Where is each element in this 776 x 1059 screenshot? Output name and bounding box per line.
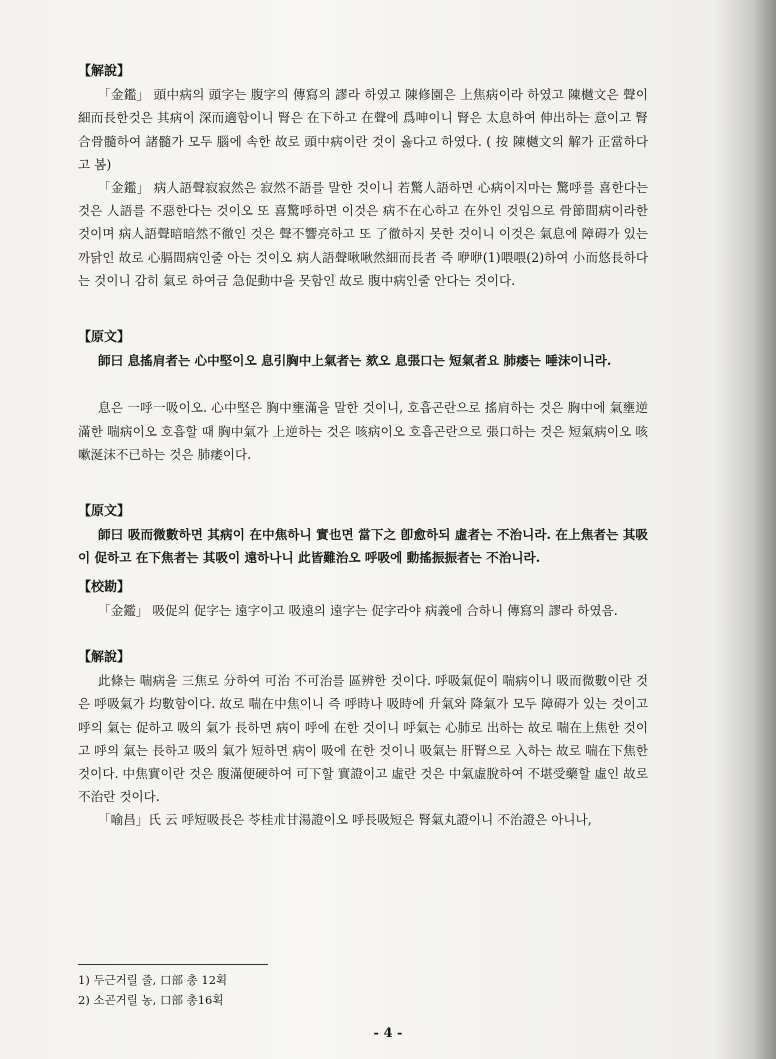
page-content <box>78 60 648 832</box>
section-heading-commentary: 【解說】 <box>78 650 131 666</box>
commentary-paragraph: 「喻昌」氏 云 呼短吸長은 苓桂朮甘湯證이오 呼長吸短은 腎氣丸證이니 不治證은 아니나, <box>98 812 592 828</box>
footnotes <box>78 970 227 1010</box>
section-heading-original-text: 【原文】 <box>78 330 131 346</box>
original-text: 師曰 吸而微數하면 其病이 在中焦하니 實也면 當下之 卽愈하되 虛者는 不治니라. 在上焦者는 其吸이 促하고 在下焦者는 其吸이 遠하나니 此皆難治오 呼吸에 動搖振振者는 不治니라. <box>78 527 648 566</box>
original-text: 師曰 息搖肩者는 心中堅이오 息引胸中上氣者는 欬오 息張口는 短氣者요 肺痿는 唾沫이니라. <box>98 353 612 369</box>
explanation-paragraph: 息은 一呼一吸이오. 心中堅은 胸中壅滿을 말한 것이니, 호흡곤란으로 搖肩하는 것은 胸中에 氣壅逆滿한 喘病이오 호흡할 때 胸中氣가 上逆하는 것은 咳病이오 호흡곤란으로 張口하는 것은 短氣病이오 咳嗽涎沫不已하는 것은 肺痿이다. <box>78 400 648 462</box>
commentary-paragraph: 「金鑑」 病人語聲寂寂然은 寂然不語를 말한 것이니 若驚人語하면 心病이지마는 驚呼를 喜한다는 것은 人語를 不惡한다는 것이오 또 喜驚呼하면 이것은 病不在心하고 在外인 것임으로 骨節間病이라한 것이며 病人語聲暗暗然不徹인 것은 聲不響亮하고 또 了徹하지 못한 것이니 이것은 氣息에 障碍가 있는 까닭인 故로 心膈間病인줄 아는 것이오 病人語聲啾啾然細而長者 즉 咿咿(1)喂喂(2)하여 小而悠長하다는 것이니 감히 氣로 하여금 急促動中을 못함인 故로 腹中病인줄 안다는 것이다. <box>78 180 648 288</box>
collation-text: 「金鑑」 吸促의 促字는 遠字이고 吸遠의 遠字는 促字라야 病義에 合하니 傳寫의 謬라 하였음. <box>98 602 618 618</box>
section-heading-commentary: 【解說】 <box>78 64 131 79</box>
footnote-item: 1) 두근거릴 줄, 口部 총 12획 <box>78 973 228 987</box>
section-heading-original-text: 【原文】 <box>78 504 131 520</box>
footnote-divider <box>78 964 268 965</box>
footnote-item: 2) 소곤거릴 농, 口部 총16획 <box>78 993 224 1007</box>
commentary-paragraph: 「金鑑」 頭中病의 頭字는 腹字의 傳寫의 謬라 하였고 陳修園은 上焦病이라 하였고 陳樾文은 聲이 細而長한것은 其病이 深而適함이니 腎은 在下하고 在聲에 爲呻이니 腎은 太息하여 伸出하는 意이고 腎合骨髓하여 諸髓가 모두 腦에 속한 故로 頭中病이란 것이 옳다고 하였다. ( 按 陳樾文의 解가 正當하다고 봄) <box>78 87 648 172</box>
section-heading-collation: 【校勘】 <box>78 579 131 595</box>
commentary-paragraph: 此條는 喘病을 三焦로 分하여 可治 不可治를 區辨한 것이다. 呼吸氣促이 喘病이니 吸而微數이란 것은 呼吸氣가 均數함이다. 故로 喘在中焦이니 즉 呼時나 吸時에 升氣와 降氣가 모두 障碍가 있는 것이고 呼의 氣는 促하고 吸의 氣가 長하면 病이 呼에 在한 것이니 呼氣는 心肺로 出하는 故로 喘在上焦한 것이고 呼의 氣는 長하고 吸의 氣가 短하면 病이 吸에 在한 것이니 吸氣는 肝腎으로 入하는 故로 喘在下焦한 것이다. 中焦實이란 것은 腹滿便硬하여 可下할 實證이고 虛란 것은 中氣虛脫하여 不堪受藥할 虛인 故로 不治란 것이다. <box>78 673 648 805</box>
page-number: - 4 - <box>373 1026 403 1041</box>
